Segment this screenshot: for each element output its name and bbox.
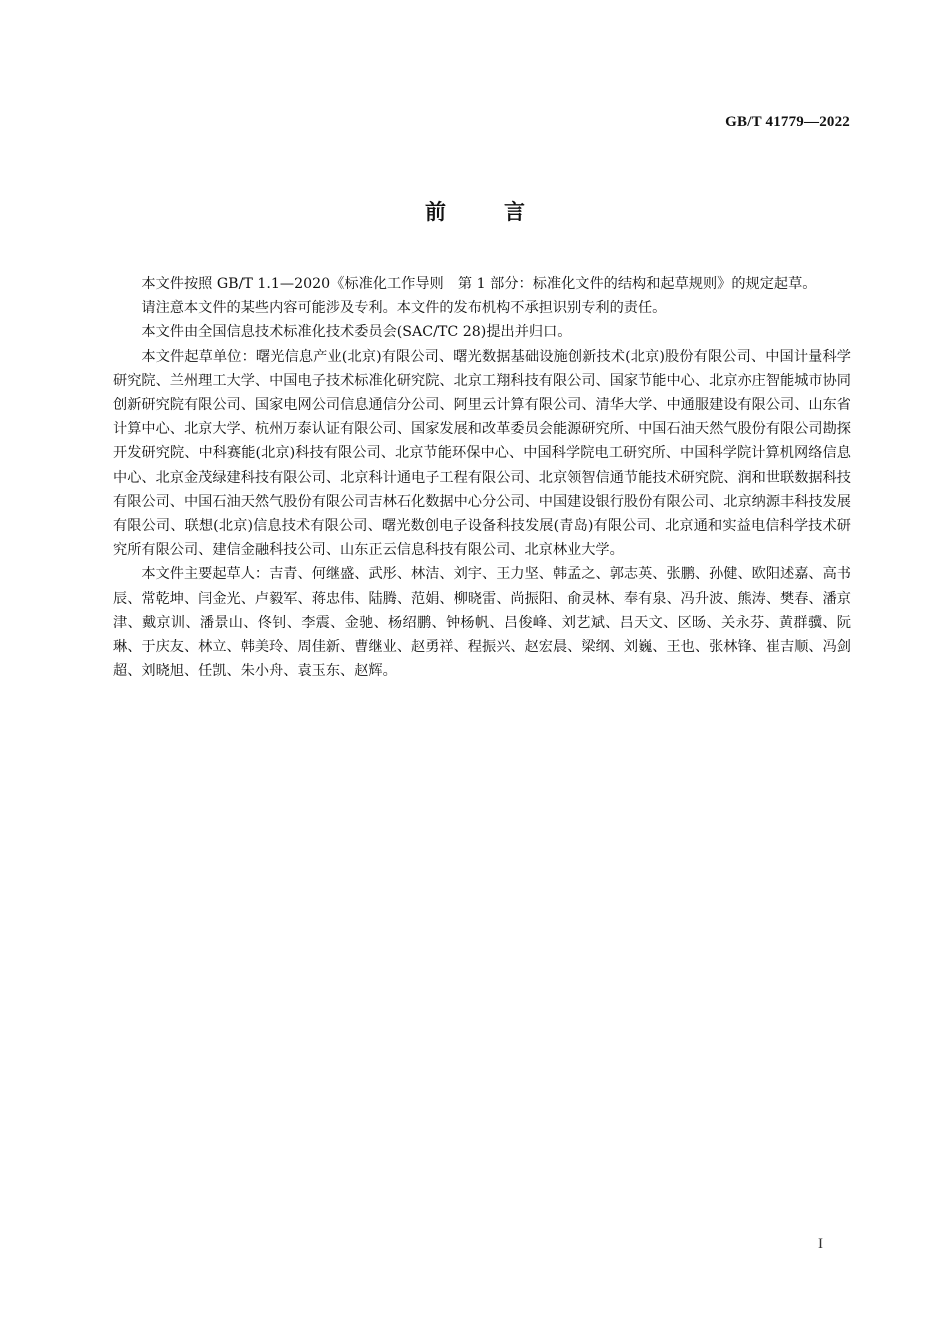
- paragraph-drafting-rules: 本文件按照 GB/T 1.1—2020《标准化工作导则 第 1 部分：标准化文件的结构和起草规则》的规定起草。: [141, 276, 817, 292]
- page-number: I: [818, 1236, 823, 1252]
- paragraph-patent-notice: 请注意本文件的某些内容可能涉及专利。本文件的发布机构不承担识别专利的责任。: [141, 300, 667, 317]
- paragraph-drafting-units: 本文件起草单位：曙光信息产业(北京)有限公司、曙光数据基础设施创新技术(北京)股份有限公司、中国计量科学研究院、兰州理工大学、中国电子技术标准化研究院、北京工翔科技有限公司、国家节能中心、北京亦庄智能城市协同创新研究院有限公司、国家电网公司信息通信分公司、阿里云计算有限公司、清华大学、中通服建设有限公司、山东省计算中心、北京大学、杭州万泰认证有限公司、国家发展和改革委员会能源研究所、中国石油天然气股份有限公司勘探开发研究院、中科赛能(北京)科技有限公司、北京节能环保中心、中国科学院电工研究所、中国科学院计算机网络信息中心、北京金茂绿建科技有限公司、北京科计通电子工程有限公司、北京领智信通节能技术研究院、润和世联数据科技有限公司、中国石油天然气股份有限公司吉林石化数据中心分公司、中国建设银行股份有限公司、北京纳源丰科技发展有限公司、联想(北京)信息技术有限公司、曙光数创电子设备科技发展(青岛)有限公司、北京通和实益电信科学技术研究所有限公司、建信金融科技公司、山东正云信息科技有限公司、北京林业大学。: [113, 348, 851, 559]
- standard-number: GB/T 41779—2022: [725, 114, 850, 130]
- page-title: 前言: [425, 200, 583, 224]
- paragraph-drafters: 本文件主要起草人：吉青、何继盛、武彤、林洁、刘宇、王力坚、韩孟之、郭志英、张鹏、孙健、欧阳述嘉、高书辰、常乾坤、闫金光、卢毅军、蒋忠伟、陆腾、范娟、柳晓雷、尚振阳、俞灵林、奉有泉、冯升波、熊涛、樊春、潘京津、戴京训、潘景山、佟钊、李震、金驰、杨绍鹏、钟杨帆、吕俊峰、刘艺斌、吕天文、区旸、关永芬、黄群骥、阮琳、于庆友、林立、韩美玲、周佳新、曹继业、赵勇祥、程振兴、赵宏晨、梁纲、刘巍、王也、张林锋、崔吉顺、冯剑超、刘晓旭、任凯、朱小舟、袁玉东、赵辉。: [113, 566, 851, 680]
- foreword-body: [113, 272, 851, 683]
- paragraph-proposer: 本文件由全国信息技术标准化技术委员会(SAC/TC 28)提出并归口。: [141, 324, 572, 341]
